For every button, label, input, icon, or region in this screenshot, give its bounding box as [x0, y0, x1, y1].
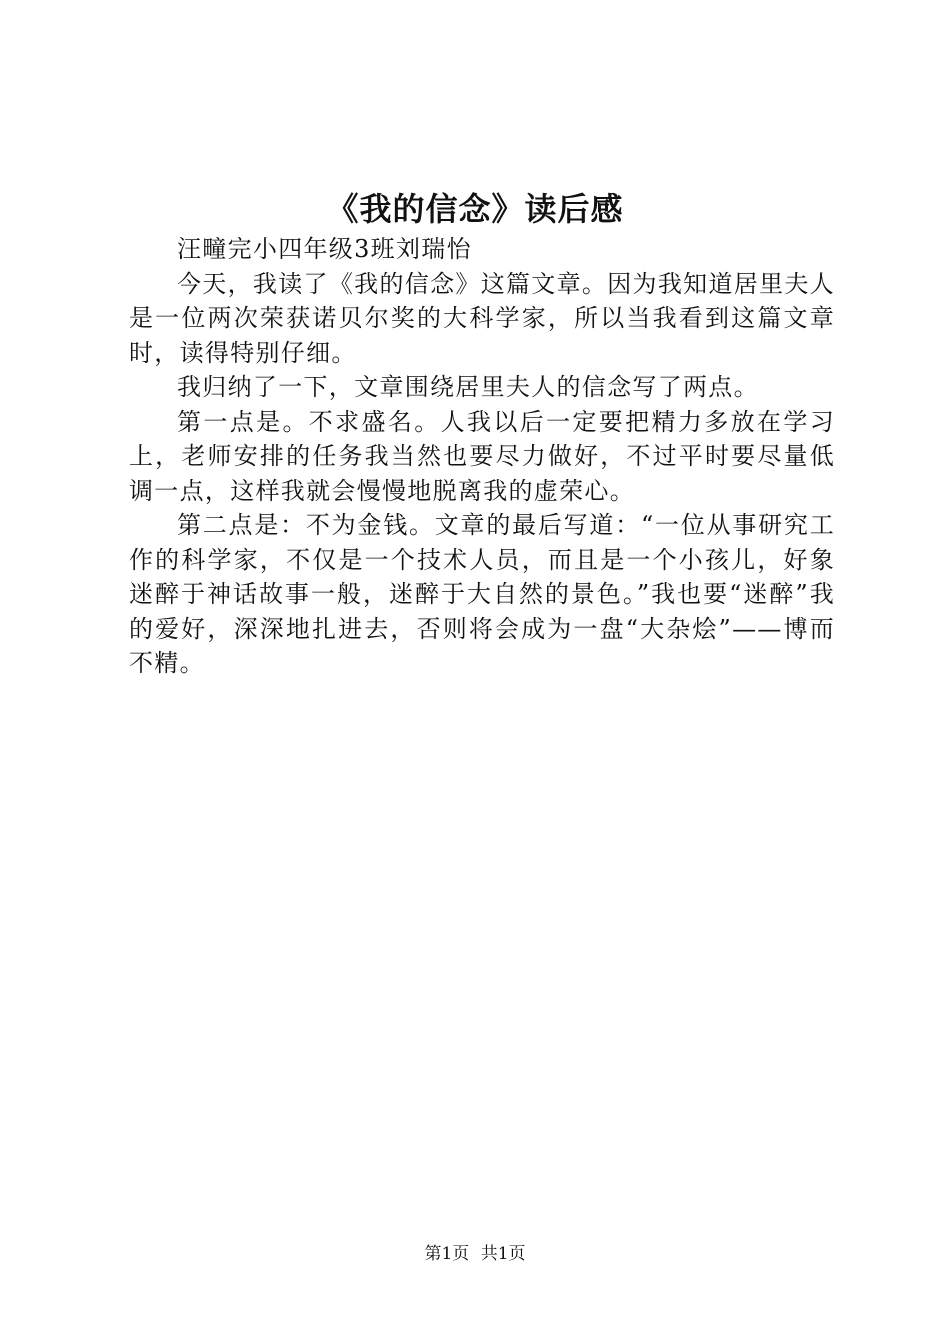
document-title: 《我的信念》读后感 — [326, 190, 624, 228]
page-footer — [0, 1242, 950, 1266]
paragraph-4: 第二点是：不为金钱。文章的最后写道：“一位从事研究工作的科学家，不仅是一个技术人员，而且是一个小孩儿，好象迷醉于神话故事一般，迷醉于大自然的景色。”我也要“迷醉”我的爱好，深深地扎进去，否则将会成为一盘“大杂烩”——博而不精。 — [129, 511, 835, 677]
document-body — [129, 232, 835, 681]
paragraph-1: 今天，我读了《我的信念》这篇文章。因为我知道居里夫人是一位两次荣获诺贝尔奖的大科学家，所以当我看到这篇文章时，读得特别仔细。 — [129, 269, 835, 367]
author-line: 汪疃完小四年级3班刘瑞怡 — [177, 235, 472, 263]
paragraph-3: 第一点是。不求盛名。人我以后一定要把精力多放在学习上，老师安排的任务我当然也要尽力做好，不过平时要尽量低调一点，这样我就会慢慢地脱离我的虚荣心。 — [129, 407, 835, 505]
page-total: 共1页 — [480, 1244, 526, 1264]
paragraph-2: 我归纳了一下，文章围绕居里夫人的信念写了两点。 — [177, 373, 759, 401]
page-number: 第1页 — [424, 1244, 470, 1264]
